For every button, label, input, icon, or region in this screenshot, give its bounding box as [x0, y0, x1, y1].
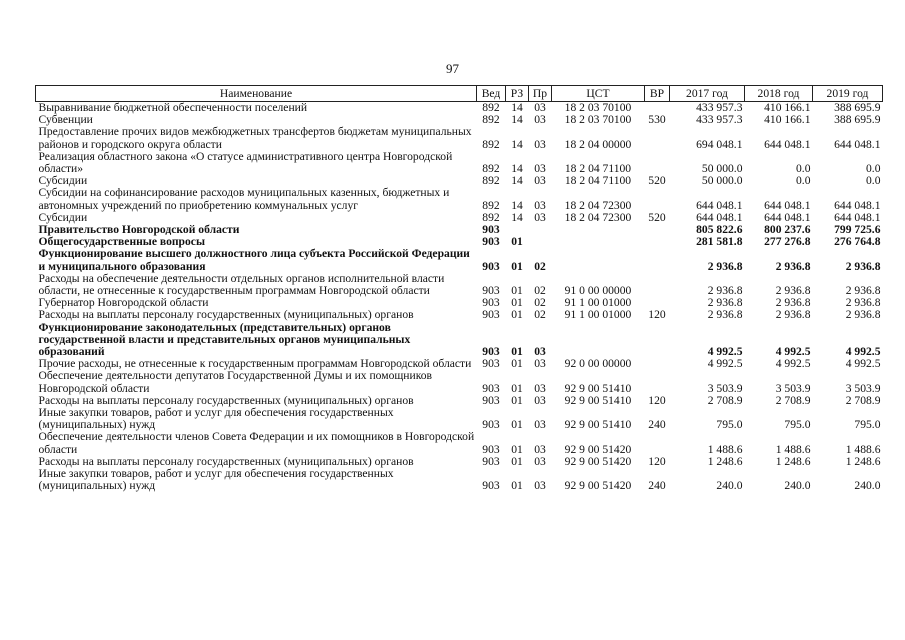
- cell-2017: 2 936.8: [707, 259, 743, 273]
- cell-2017: 2 936.8: [707, 296, 743, 310]
- cell-cst: 92 9 00 51420: [564, 454, 632, 468]
- cell-cst: 18 2 04 72300: [564, 210, 632, 224]
- cell-rz: 14: [511, 210, 523, 224]
- table-row: [36, 322, 883, 359]
- cell-ved: 903: [482, 442, 500, 456]
- cell-pr: 03: [534, 454, 546, 468]
- cell-2018: 800 237.6: [764, 223, 811, 237]
- cell-2017: 433 957.3: [696, 113, 743, 127]
- cell-name: Обеспечение деятельности депутатов Государственной Думы и их помощников Новгородской области: [38, 369, 433, 395]
- cell-cst: 18 2 04 72300: [564, 198, 632, 212]
- cell-ved: 892: [482, 137, 500, 151]
- cell-2017: 50 000.0: [701, 174, 743, 188]
- cell-ved: 903: [482, 296, 500, 310]
- cell-vr: [645, 273, 670, 297]
- cell-rz: 01: [511, 235, 523, 249]
- cell-2017: 805 822.6: [696, 223, 743, 237]
- cell-rz: 01: [511, 393, 523, 407]
- table-row: [36, 273, 883, 297]
- cell-rz: 14: [511, 162, 523, 176]
- cell-cst: 92 9 00 51420: [564, 479, 632, 493]
- cell-2017: 1 488.6: [707, 442, 743, 456]
- cell-rz: 01: [511, 442, 523, 456]
- cell-cst: 91 0 00 00000: [564, 284, 632, 298]
- cell-2019: 388 695.9: [834, 101, 881, 114]
- cell-pr: [529, 224, 552, 236]
- cell-rz: 01: [511, 418, 523, 432]
- cell-name: Выравнивание бюджетной обеспеченности поселений: [38, 101, 308, 114]
- cell-rz: 01: [511, 479, 523, 493]
- cell-cst: 92 0 00 00000: [564, 357, 632, 371]
- cell-rz: 01: [511, 345, 523, 359]
- budget-table: [35, 85, 883, 493]
- cell-2019: 2 936.8: [845, 308, 881, 322]
- cell-2019: 2 708.9: [845, 393, 881, 407]
- cell-rz: 14: [511, 137, 523, 151]
- cell-pr: 02: [534, 284, 546, 298]
- cell-name: Губернатор Новгородской области: [38, 296, 209, 310]
- cell-rz: 14: [511, 174, 523, 188]
- cell-2019: 644 048.1: [834, 198, 881, 212]
- cell-pr: 02: [534, 308, 546, 322]
- cell-vr: [645, 322, 670, 359]
- cell-2018: 644 048.1: [764, 198, 811, 212]
- cell-pr: 03: [534, 345, 546, 359]
- cell-vr: 120: [648, 454, 666, 468]
- cell-pr: 03: [534, 113, 546, 127]
- cell-name: Прочие расходы, не отнесенные к государственным программам Новгородской области: [38, 357, 472, 371]
- cell-vr: 240: [648, 418, 666, 432]
- table-row: [36, 102, 883, 115]
- cell-pr: 03: [534, 137, 546, 151]
- cell-pr: 03: [534, 381, 546, 395]
- cell-2017: 240.0: [716, 479, 743, 493]
- cell-name: Правительство Новгородской области: [38, 223, 240, 237]
- cell-2019: 1 488.6: [845, 442, 881, 456]
- cell-2017: 433 957.3: [696, 101, 743, 114]
- cell-name: Общегосударственные вопросы: [38, 235, 205, 249]
- cell-rz: 01: [511, 284, 523, 298]
- cell-2017: 644 048.1: [696, 210, 743, 224]
- header-2017: 2017 год: [670, 86, 745, 102]
- cell-2018: 2 936.8: [775, 296, 811, 310]
- cell-cst: 18 2 03 70100: [564, 101, 632, 114]
- cell-2019: 3 503.9: [845, 381, 881, 395]
- cell-2018: 2 708.9: [775, 393, 811, 407]
- cell-2019: 644 048.1: [834, 137, 881, 151]
- cell-pr: 03: [534, 418, 546, 432]
- cell-2017: 1 248.6: [707, 454, 743, 468]
- cell-2019: 795.0: [854, 418, 881, 432]
- table-row: [36, 126, 883, 150]
- cell-cst: 92 9 00 51410: [564, 381, 632, 395]
- cell-ved: 903: [482, 223, 500, 237]
- cell-vr: [645, 431, 670, 455]
- cell-2017: 4 992.5: [707, 357, 743, 371]
- cell-ved: 903: [482, 284, 500, 298]
- cell-name: Функционирование высшего должностного лица субъекта Российской Федерации и муниципального образования: [38, 247, 470, 273]
- cell-rz: 14: [511, 101, 523, 114]
- cell-2019: 2 936.8: [845, 284, 881, 298]
- cell-2018: 795.0: [784, 418, 811, 432]
- table-row: [36, 431, 883, 455]
- cell-name: Предоставление прочих видов межбюджетных трансфертов бюджетам муниципальных районов и городского округа области: [38, 125, 472, 151]
- header-2018: 2018 год: [745, 86, 813, 102]
- page-number: 97: [446, 61, 459, 76]
- cell-ved: 892: [482, 174, 500, 188]
- cell-ved: 892: [482, 198, 500, 212]
- cell-ved: 892: [482, 113, 500, 127]
- cell-name: Расходы на обеспечение деятельности отдельных органов исполнительной власти области, не отнесенные к государственным программам Новгородской области: [38, 271, 445, 298]
- header-name: Наименование: [36, 86, 477, 102]
- cell-pr: 03: [534, 162, 546, 176]
- header-cst: ЦСТ: [552, 86, 645, 102]
- cell-2019: 4 992.5: [845, 345, 881, 359]
- cell-name: Субсидии: [38, 210, 88, 224]
- cell-vr: [645, 358, 670, 370]
- cell-rz: 01: [511, 308, 523, 322]
- cell-cst: 91 1 00 01000: [564, 296, 632, 310]
- cell-rz: 01: [511, 357, 523, 371]
- cell-rz: 14: [511, 198, 523, 212]
- header-pr: Пр: [529, 86, 552, 102]
- cell-ved: 903: [482, 357, 500, 371]
- cell-cst: [552, 248, 645, 272]
- cell-vr: [645, 126, 670, 150]
- cell-2018: 410 166.1: [764, 101, 811, 114]
- cell-vr: 530: [648, 113, 666, 127]
- cell-2018: 644 048.1: [764, 137, 811, 151]
- cell-name: Расходы на выплаты персоналу государственных (муниципальных) органов: [38, 308, 414, 322]
- table-row: [36, 151, 883, 175]
- cell-2018: 3 503.9: [775, 381, 811, 395]
- cell-pr: [529, 236, 552, 248]
- cell-2018: 2 936.8: [775, 259, 811, 273]
- cell-cst: 92 9 00 51410: [564, 393, 632, 407]
- cell-ved: 903: [482, 479, 500, 493]
- cell-name: Расходы на выплаты персоналу государственных (муниципальных) органов: [38, 454, 414, 468]
- cell-vr: 120: [648, 393, 666, 407]
- cell-pr: 03: [534, 442, 546, 456]
- table-row: [36, 309, 883, 321]
- cell-2018: 0.0: [796, 174, 811, 188]
- cell-pr: 03: [534, 174, 546, 188]
- cell-name: Функционирование законодательных (представительных) органов государственной власти и представительных органов муниципальных образований: [38, 320, 411, 359]
- cell-2017: 2 936.8: [707, 308, 743, 322]
- cell-name: Субсидии: [38, 174, 88, 188]
- cell-ved: 903: [482, 235, 500, 249]
- cell-2019: 799 725.6: [834, 223, 881, 237]
- cell-ved: 903: [482, 308, 500, 322]
- cell-rz: 01: [511, 296, 523, 310]
- cell-2017: 4 992.5: [707, 345, 743, 359]
- table-row: [36, 407, 883, 431]
- header-2019: 2019 год: [813, 86, 883, 102]
- cell-ved: 903: [482, 259, 500, 273]
- cell-name: Расходы на выплаты персоналу государственных (муниципальных) органов: [38, 393, 414, 407]
- cell-cst: 92 9 00 51420: [564, 442, 632, 456]
- cell-vr: 120: [648, 308, 666, 322]
- table-row: [36, 370, 883, 394]
- cell-2017: 795.0: [716, 418, 743, 432]
- cell-2017: 50 000.0: [701, 162, 743, 176]
- cell-rz: 01: [511, 454, 523, 468]
- cell-2018: 0.0: [796, 162, 811, 176]
- cell-2019: 276 764.8: [834, 235, 881, 249]
- cell-rz: 01: [511, 259, 523, 273]
- cell-ved: 903: [482, 393, 500, 407]
- cell-2018: 4 992.5: [775, 357, 811, 371]
- cell-cst: 18 2 04 71100: [564, 174, 632, 188]
- cell-2017: 281 581.8: [696, 235, 743, 249]
- cell-cst: 92 9 00 51410: [564, 418, 632, 432]
- cell-cst: 91 1 00 01000: [564, 308, 632, 322]
- cell-2017: 694 048.1: [696, 137, 743, 151]
- table-row: [36, 248, 883, 272]
- cell-2018: 240.0: [784, 479, 811, 493]
- cell-cst: [552, 224, 645, 236]
- cell-2018: 2 936.8: [775, 308, 811, 322]
- cell-pr: 02: [534, 296, 546, 310]
- cell-2019: 240.0: [854, 479, 881, 493]
- cell-ved: 903: [482, 418, 500, 432]
- cell-cst: [552, 236, 645, 248]
- cell-pr: 03: [534, 198, 546, 212]
- cell-name: Обеспечение деятельности членов Совета Федерации и их помощников в Новгородской области: [38, 430, 475, 456]
- cell-ved: 903: [482, 454, 500, 468]
- cell-2019: 1 248.6: [845, 454, 881, 468]
- cell-pr: 03: [534, 210, 546, 224]
- cell-ved: 892: [482, 210, 500, 224]
- cell-ved: 903: [482, 381, 500, 395]
- cell-2019: 388 695.9: [834, 113, 881, 127]
- cell-vr: 520: [648, 210, 666, 224]
- cell-2019: 2 936.8: [845, 296, 881, 310]
- cell-pr: 03: [534, 393, 546, 407]
- cell-2018: 410 166.1: [764, 113, 811, 127]
- cell-ved: 892: [482, 101, 500, 114]
- cell-2017: 2 708.9: [707, 393, 743, 407]
- cell-ved: 892: [482, 162, 500, 176]
- cell-vr: [645, 187, 670, 211]
- cell-vr: [645, 151, 670, 175]
- cell-name: Иные закупки товаров, работ и услуг для обеспечения государственных (муниципальных) нужд: [38, 406, 394, 432]
- cell-cst: 18 2 04 71100: [564, 162, 632, 176]
- cell-pr: 02: [534, 259, 546, 273]
- cell-2018: 1 488.6: [775, 442, 811, 456]
- header-ved: Вед: [477, 86, 506, 102]
- cell-name: Иные закупки товаров, работ и услуг для обеспечения государственных (муниципальных) нужд: [38, 467, 394, 493]
- cell-cst: 18 2 03 70100: [564, 113, 632, 127]
- cell-2018: 644 048.1: [764, 210, 811, 224]
- cell-2019: 644 048.1: [834, 210, 881, 224]
- cell-vr: [645, 224, 670, 236]
- cell-cst: 18 2 04 00000: [564, 137, 632, 151]
- cell-2017: 3 503.9: [707, 381, 743, 395]
- cell-vr: 520: [648, 174, 666, 188]
- cell-rz: 14: [511, 113, 523, 127]
- cell-2017: 644 048.1: [696, 198, 743, 212]
- cell-2018: 277 276.8: [764, 235, 811, 249]
- cell-2019: 0.0: [866, 174, 881, 188]
- cell-pr: 03: [534, 101, 546, 114]
- cell-2018: 4 992.5: [775, 345, 811, 359]
- cell-vr: [645, 248, 670, 272]
- table-row: [36, 468, 883, 492]
- cell-2018: 1 248.6: [775, 454, 811, 468]
- cell-name: Субсидии на софинансирование расходов муниципальных казенных, бюджетных и автономных учреждений по приобретению коммунальных услуг: [38, 186, 450, 212]
- cell-vr: [645, 370, 670, 394]
- cell-ved: 903: [482, 345, 500, 359]
- cell-vr: [645, 236, 670, 248]
- cell-cst: [552, 322, 645, 359]
- table-header-row: [36, 86, 883, 102]
- cell-2019: 4 992.5: [845, 357, 881, 371]
- header-rz: РЗ: [506, 86, 529, 102]
- cell-pr: 03: [534, 479, 546, 493]
- cell-2019: 2 936.8: [845, 259, 881, 273]
- cell-vr: 240: [648, 479, 666, 493]
- header-vr: ВР: [645, 86, 670, 102]
- cell-name: Субвенции: [38, 113, 93, 127]
- cell-2019: 0.0: [866, 162, 881, 176]
- cell-2017: 2 936.8: [707, 284, 743, 298]
- cell-name: Реализация областного закона «О статусе административного центра Новгородской области»: [38, 149, 453, 176]
- cell-pr: 03: [534, 357, 546, 371]
- cell-2018: 2 936.8: [775, 284, 811, 298]
- cell-rz: 01: [511, 381, 523, 395]
- table-row: [36, 187, 883, 211]
